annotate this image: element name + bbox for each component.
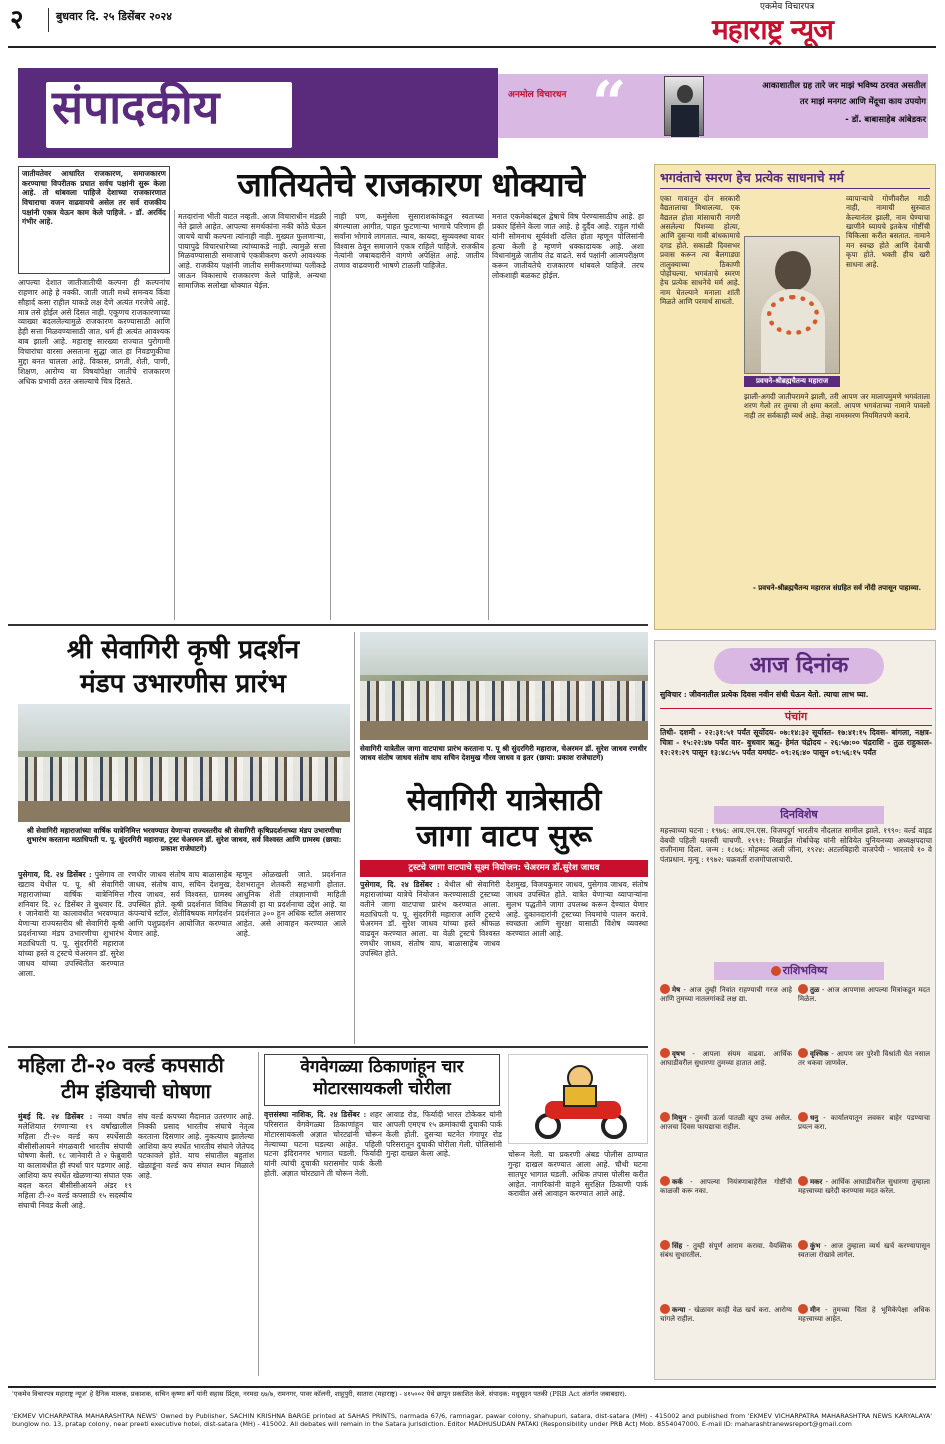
bikes-col-1-text: शहर परिसरात वेगवेगळ्या ठिकाणांहून चार मोटारसायकली अज्ञात चोरट्यांनी चोरून नेल्याच्या घटना घडल्या आहेत. पहिली घटना इंदिरानगर भागात घडली. फिर्यादी यांनी त्यांची दुचाकी घरासमोर पार्क केली होती. अज्ञात चोरट्याने ती चोरून नेली. [264, 1110, 382, 1179]
rashi-entry: मकर - आर्थिक आघाडीवरील सुधारणा तुम्हाला महत्त्वाच्या खरेदी करण्यास मदत करेल. [798, 1178, 930, 1195]
sevagiri1-dateline: पुसेगाव, दि. २४ डिसेंबर : [18, 870, 92, 879]
zodiac-sign-icon [798, 1176, 808, 1186]
sevagiri1-col-2: रणधीर जाधव संतोष वाघ बाळासाहेब जाधव, संतोष वाघ, सचिन देशमुख, गौरव जाधव, सर्व विश्वस्त, ग्रामस्थ उपस्थित होते. कृषी प्रदर्शनात विविध कंपन्यांचे स्टॉल, शेतीविषयक मार्गदर्शन आणि पशुप्रदर्शन आयोजित करण्यात येणार आहे. [128, 870, 232, 939]
panchang-text: तिथी- दशमी - २२:३१:५१ पर्यंत सूर्योदय- ०७:१४:३२ सूर्यास्त- १७:४१:१५ दिवस- बांगला, नक्षत्र- चित्रा - १५:२२:४७ पर्यंत वार- बुधवार ऋतु- हेमंत चंद्रोदय - २६:५७:०० चंद्रराशि - तुळ राहुकाल- १२:२१:२९ पासून १३:४८:५५ पर्यंत यमघंट- ०९:२६:४० पासून ०९:५६:१५ पर्यंत [660, 728, 932, 757]
sevagiri1-col-3: म्हणून ओळखली जाते. प्रदर्शनात देशभरातून शेतकरी सहभागी होतात. आधुनिक शेती तंत्रज्ञानाची माहिती मिळावी हा या प्रदर्शनाचा उद्देश आहे. या प्रदर्शनात ३०० हून अधिक स्टॉल असणार आहेत. असे आवाहन करण्यात आले आहे. [236, 870, 346, 939]
col-divider [488, 210, 489, 620]
rashi-name: मकर [810, 1178, 823, 1186]
rashi-entry: वृषभ - आपला संयम वाढवा. आर्थिक आघाडीवरील सुधारणा तुमच्या हातात आहे. [660, 1050, 792, 1067]
sevagiri1-headline-1: श्री सेवागिरी कृषी प्रदर्शन [66, 635, 300, 665]
dinvishesh-text: महत्त्वाच्या घटना : १९७६: आय.एन.एस. विजयदुर्ग भारतीय नौदलात सामील झाले. १९९०: वर्ल्ड वाइड वेबची पहिली यशस्वी चाचणी. १९९१: मिखाईल गोर्बाचेव्ह यांनी सोवियेत युनियनच्या अध्यक्षपदाचा राजीनामा दिला. जन्म : १८७६: मोहम्मद अली जीना, १९२४: अटलबिहारी वाजपेयी - भारताचे १० वे पंतप्रधान. मृत्यू : १९७२: चक्रवर्ती राजगोपालाचारी. [660, 826, 932, 864]
sevagiri2-photo [360, 632, 648, 740]
rashi-text: तुम्ही संपूर्ण आराम करावा. वैयक्तिक संबंध सुधारतील. [660, 1242, 792, 1259]
section-title: संपादकीय [52, 80, 220, 134]
rashi-text: आपण जर पुरेशी विश्रांती घेत नसाल तर थकवा जाणवेल. [798, 1050, 930, 1067]
cricket-dateline: मुंबई दि. २४ डिसेंबर : [18, 1112, 93, 1121]
section-rule [8, 624, 648, 626]
rashi-entry: कर्क - आपल्या नियंत्रणाबाहेरील गोष्टींची काळजी करू नका. [660, 1178, 792, 1195]
rashi-text: आज तुम्हाला व्यर्थ खर्च करण्यापासून स्वतःला रोखावे लागेल. [798, 1242, 930, 1259]
footer-rule [8, 1386, 936, 1388]
zodiac-sign-icon [798, 1048, 808, 1058]
rashi-title [714, 962, 884, 980]
maharaj-photo [744, 236, 840, 374]
sevagiri2-col-2: देशमुख, विजयकुमार जाधव, पुसेगाव जाधव, संतोष जाधव उपस्थित होते. यात्रेत येणाऱ्या व्यापाऱ्यांना सुलभ पद्धतीने जागा उपलब्ध करून देण्यात येणार आहे. दुकानदारांनी ट्रस्टच्या नियमांचे पालन करावे. स्वच्छता आणि सुरक्षा यासाठी विशेष व्यवस्था करण्यात आली आहे. [506, 880, 648, 939]
quote-line-2: तर माझं मनगट आणि मेंदूचा काय उपयोग [799, 96, 926, 106]
bhagwant-rule [660, 188, 930, 189]
zodiac-sign-icon [798, 1112, 808, 1122]
rashi-text: आपल्या नियंत्रणाबाहेरील गोष्टींची काळजी करू नका. [660, 1178, 792, 1195]
editorial-col-1: आपल्या देशात जातीजातीची कल्पना ही कल्पनांच राहणार आहे हे नक्की. जाती जाती मध्ये समन्वय किंवा सौहार्द कसा राहील याकडे लक्ष देणे अत्यंत गरजेचे आहे. मात्र तसे होईल असे दिसत नाही. एकूणच राजकारणाच्या व्याख्या बदललेल्यामुळे राजकारण करण्यासाठी आणि हेही सत्ता मिळवण्यासाठी जात, धर्म ही अत्यंत आवश्यक बाब झाली आहे. महाराष्ट्र सारख्या राज्यात पुरोगामी विचारांचा वारसा असताना सुद्धा जात हा निवडणुकीचा मुद्दा बनत चालला आहे. विकास, प्रगती, शेती, पाणी, शिक्षण, आरोग्य या विषयांपेक्षा जातीचे राजकारण अधिक प्रभावी ठरत असल्याचे चित्र दिसते. [18, 278, 170, 386]
sevagiri2-subhead: ट्रस्टचे जागा वाटपाचे सूक्ष्म नियोजन: चेअरमन डॉ.सुरेश जाधव [360, 860, 648, 877]
col-divider [258, 1052, 259, 1376]
rashi-name: मिथुन [672, 1114, 687, 1122]
rashi-entry: कुंभ - आज तुम्हाला व्यर्थ खर्च करण्यापासून स्वतःला रोखावे लागेल. [798, 1242, 930, 1259]
rashi-text: आज तुम्ही निवांत राहण्याची गरज आहे आणि तुमच्या नातलगांकडे लक्ष द्या. [660, 986, 792, 1003]
rashi-name: मीन [810, 1306, 820, 1314]
sevagiri2-headline-1: सेवागिरी यात्रेसाठी [406, 783, 602, 818]
bikes-col-3: चोरून नेली. या प्रकरणी अंबड पोलीस ठाण्यात गुन्हा दाखल करण्यात आला आहे. चौथी घटना सातपूर भागात घडली. अधिक तपास पोलीस करीत आहेत. नागरिकांनी वाहने सुरक्षित ठिकाणी पार्क करावीत असे आवाहन करण्यात आले आहे. [508, 1150, 648, 1199]
suvichar: सुविचार : जीवनातील प्रत्येक दिवस नवीन संधी घेऊन येतो. त्याचा लाभ घ्या. [660, 690, 869, 699]
ambedkar-portrait [664, 76, 704, 136]
sevagiri1-headline-2: मंडप उभारणीस प्रारंभ [80, 669, 286, 699]
zodiac-sign-icon [660, 1304, 670, 1314]
rashi-name: तुळ [810, 986, 820, 994]
editorial-headline: जातियतेचे राजकारण धोक्याचे [237, 165, 585, 204]
quote-mark-icon: “ [592, 69, 627, 139]
page-number: २ [10, 5, 24, 35]
cricket-col-2: संघ वर्ल्ड कपच्या मैदानात उतरणार आहे. निक्की प्रसाद भारतीय संघाचे नेतृत्व करताना दिसणार आहे. नुकत्याच झालेल्या आशिया कप स्पर्धेत भारतीय संघाने जेतेपद पटकावले होते. याच संघातील बहुतांश खेळाडूंना वर्ल्ड कप संघात स्थान मिळाले आहे. [138, 1112, 254, 1181]
rashi-entry: धनु - कार्यालयातून लवकर बाहेर पडण्याचा प्रयत्न करा. [798, 1114, 930, 1131]
cricket-headline-2: टीम इंडियाची घोषणा [61, 1079, 211, 1103]
rashi-entry: तुळ - आज आपणास आपल्या मित्रांकडून मदत मिळेल. [798, 986, 930, 1003]
sevagiri2-dateline: पुसेगाव, दि. २४ डिसेंबर : [360, 880, 440, 889]
editorial-col-2: मतदारांना भीती वाटत नव्हती. आज विचाराधीन मंडळी नेते झाले आहेत. आपल्या समर्थकांना नकी कोठे घेऊन जायचे याची कल्पना त्यांनाही नाही. मुख्यत फुलणाऱ्या, पायापुढे विचारधारेच्या त्यांच्याकडे नाही. त्यामुळे सत्ता मिळवण्यासाठी समाजाचे एकत्रीकरण करणे आवश्यक आहे. राजकीय पक्षांनी जातीय समीकरणांच्या पलीकडे जाऊन विकासाचे राजकारण केले पाहिजे. अन्यथा सामाजिक सलोखा धोक्यात येईल. [178, 212, 326, 291]
editorial-intro: जातीयतेवर आधारित राजकारण, समाजकारण करण्याचा विपरीतक प्रघात सर्वच पक्षांनी सुरू केला आहे. तो थांबवला पाहिजे देशाच्या राजकारणात विचाराचा वजन वाढवायचे असेल तर सर्व राजकीय पक्षांनी एकत्र येऊन काम केले पाहिजे. - डॉ. अरविंद गंभीर आहे. [22, 169, 166, 227]
sevagiri1-col-1-text: पुसेगाव ता खटाव येथील प. पू. श्री सेवागिरी महाराजांच्या वार्षिक यात्रेनिमित्त शनिवार दि. २८ डिसेंबर ते बुधवार दि. १ जानेवारी या कालावधीत भरवण्यात येणाऱ्या राज्यस्तरीय श्री सेवागिरी कृषी प्रदर्शनाच्या मंडप उभारणीचा शुभारंभ मठाधिपती प. पू. सुंदरगिरी महाराज यांच्या हस्ते व ट्रस्टचे चेअरमन डॉ. सुरेश जाधव यांच्या उपस्थितीत करण्यात आला. [18, 870, 124, 978]
sevagiri2-headline-2: जागा वाटप सुरू [416, 819, 592, 854]
rashi-name: सिंह [672, 1242, 683, 1250]
zodiac-sign-icon [660, 1112, 670, 1122]
masthead-logo: महाराष्ट्र न्यूज [712, 13, 833, 46]
rashi-text: आपला संयम वाढवा. आर्थिक आघाडीवरील सुधारणा तुमच्या हातात आहे. [660, 1050, 792, 1067]
bhagwant-col-2: व्यापाऱ्याचे गोणीवरील गाठी नाही, नामाची सुरुवात केल्यानंतर झाली, नाम घेण्याचा खाणीने घ्यायचे इतकेच गोष्टींची चिकित्सा करीत बसतात. नामाने मन स्वच्छ होते आणि देवाची कृपा होते. भक्ती हीच खरी साधना आहे. [846, 194, 930, 269]
zodiac-sign-icon [798, 1240, 808, 1250]
rashi-text: खेळावर काही वेळ खर्च करा. आरोग्य चांगले राहील. [660, 1306, 792, 1323]
rashi-text: आर्थिक आघाडीवरील सुधारणा तुम्हाला महत्त्वाच्या खरेदी करण्यास मदत करेल. [798, 1178, 930, 1195]
bhagwant-headline: भगवंताचे स्मरण हेच प्रत्येक साधनाचे मर्म [660, 170, 844, 185]
rashi-name: कर्क [672, 1178, 683, 1186]
col-divider [174, 210, 175, 620]
sevagiri2-photo-caption: सेवागिरी यात्रेतील जागा वाटपाचा प्रारंभ करताना प. पू श्री सुंदरगिरी महाराज, चेअरमन डॉ. सुरेश जाधव रणधीर जाधव संतोष जाधव संतोष वाघ सचिन देशमुख गौरव जाधव व इतर (छाया: प्रकाश राजेघाटगे) [360, 744, 647, 762]
zodiac-sign-icon [798, 1304, 808, 1314]
sevagiri1-photo [18, 704, 350, 822]
rashi-name: धनु [810, 1114, 819, 1122]
header-rule [8, 46, 936, 48]
rashi-name: कुंभ [810, 1242, 821, 1250]
rashi-name: वृश्चिक [810, 1050, 829, 1058]
tagline: एकमेव विचारपत्र [760, 2, 815, 12]
section-rule [8, 1046, 648, 1048]
rashi-name: वृषभ [672, 1050, 685, 1058]
cricket-col-1-text: नव्या वर्षात मलेशियात रंगणाऱ्या १९ वर्षांखालील महिला टी-२० वर्ल्ड कप स्पर्धेसाठी बीसीसीआयने मंगळवारी भारतीय संघाची घोषणा केली. १८ जानेवारी ते २ फेब्रुवारी या कालावधीत ही स्पर्धा पार पडणार आहे. आशिया कप स्पर्धेत खेळणाऱ्या संघात एक बदल करत बीसीसीआयने अंडर १९ महिला टी-२० वर्ल्ड कपसाठी १५ सदस्यीय संघाची निवड केली आहे. [18, 1112, 132, 1210]
bikes-dateline: वृत्तसंस्था नाशिक, दि. २४ डिसेंबर : [264, 1110, 367, 1119]
sevagiri2-col-1 [360, 880, 500, 1042]
rashi-entry: सिंह - तुम्ही संपूर्ण आराम करावा. वैयक्तिक संबंध सुधारतील. [660, 1242, 792, 1259]
rashi-entry: मीन - तुमच्या चिंता हे भूमिकेपेक्षा अधिक महत्त्वाच्या आहेत. [798, 1306, 930, 1323]
rashi-title-text: राशिभविष्य [782, 964, 828, 977]
rashi-entry: मेष - आज तुम्ही निवांत राहण्याची गरज आहे आणि तुमच्या नातलगांकडे लक्ष द्या. [660, 986, 792, 1003]
rashi-name: मेष [672, 986, 681, 994]
bhagwant-footer: - प्रवचने-श्रीब्रह्मचैतन्य महाराज संग्रहित सर्व नोंदी तपासून पाहाव्या. [752, 583, 922, 592]
sevagiri1-col-1 [18, 870, 124, 1042]
dinvishesh-title: दिनविशेष [714, 806, 884, 824]
bikes-headline-1: वेगवेगळ्या ठिकाणांहून चार [300, 1057, 464, 1077]
imprint-english: 'EKMEV VICHARPATRA MAHARASHTRA NEWS' Owned by Publisher, SACHIN KRISHNA BARGE printed at SAHAS PRINTS, narmada 67/6, ramnagar, pawar colony, shahupuri, satara, dist-satara (MH) - 415002 and published from 'EKMEV VICHARPATRA MAHARASHTRA NEWS KARYALAYA' bunglow no. 13, pratap colony, near preeti executive hotel, dist-satara (MH) - 415002. All debates will remain in the Satara jurisdiction. Editor MADHUSUDAN PATAKI (Responsibility under PRB Act) Mob. 8554047000. E-mail ID: maharashtranewsreport@gmail.com [12, 1412, 932, 1429]
quote-line-1: आकाशातील ग्रह तारे जर माझं भविष्य ठरवत असतील [762, 80, 926, 90]
quote-label: अनमोल विचारधन [508, 90, 567, 100]
header-divider [48, 8, 49, 32]
panchang-title: पंचांग [660, 708, 932, 726]
bhagwant-col-1: एका गावातून दोन सरकारी वैद्यतालाचा मिथालत्या. एक वैद्यतल होता मांसाचारी नागरी असलेल्या पिशव्या होत्या, आणि दुसऱ्या गावी बांधकामाचे दगड होते. सकाळी दिवसभर प्रवास करून त्या बैलगाड्या तालुक्याच्या ठिकाणी पोहोचल्या. भगवंताचे स्मरण हेच प्रत्येक साधनेचे मर्म आहे. नाम घेतल्याने मनाला शांती मिळते आणि परमार्थ साधतो. [660, 194, 740, 306]
zodiac-wheel-icon [771, 966, 781, 976]
rashi-entry: कन्या - खेळावर काही वेळ खर्च करा. आरोग्य चांगले राहील. [660, 1306, 792, 1323]
col-divider [330, 210, 331, 620]
imprint-marathi: 'एकमेव विचारपत्र महाराष्ट्र न्यूज' हे दैनिक मालक, प्रकाशक, सचिन कृष्णा बर्गे यांनी सहास प्रिंट्स, नरमदा ६७/७, रामनगर, पावर कॉलनी, शाहूपुरी, सातारा (महाराष्ट्र) - ४१५००२ येथे छापून प्रकाशित केले. संपादक: मधुसूदन पतकी (PRB Act अंतर्गत जबाबदार). [12, 1390, 627, 1398]
aaj-dinank-title: आज दिनांक [749, 653, 849, 678]
cricket-col-1 [18, 1112, 132, 1374]
zodiac-sign-icon [660, 1048, 670, 1058]
bikes-col-2: आवाड रोड, फिर्यादी भारत टोकेकर यांनी आपली एमएच १५ क्रमांकाची दुचाकी पार्क केली होती. दुसऱ्या घटनेत गंगापूर रोड परिसरातून दुचाकी चोरीला गेली. पोलिसांनी गुन्हा दाखल केला आहे. [386, 1110, 502, 1159]
bikes-headline-2: मोटारसायकली चोरीला [313, 1079, 451, 1099]
bhagwant-col-3: झाली-अगदी जातीपरामने झाली, तरी आपण जर मालापमुमणे भगवंताला शरण गेलो तर तुमचा तो क्षमा करतो. आपण भगवंताच्या नामाने पावलो नाही तर सर्वकाही व्यर्थ आहे. तेव्हा नामस्मरण नियमितपणे करावे. [744, 392, 930, 420]
sevagiri2-col-1-text: येथील श्री सेवागिरी महाराजांच्या यात्रेचे नियोजन करण्यासाठी ट्रस्टच्या वतीने जागा वाटपाचा प्रारंभ करण्यात आला. मठाधिपती प. पू. सुंदरगिरी महाराज आणि ट्रस्टचे चेअरमन डॉ. सुरेश जाधव यांच्या हस्ते श्रीफळ वाढवून करण्यात आला. या वेळी ट्रस्टचे विश्वस्त रणधीर जाधव, संतोष वाघ, बाळासाहेब जाधव उपस्थित होते. [360, 880, 500, 959]
zodiac-sign-icon [660, 1176, 670, 1186]
thief-illustration [508, 1054, 648, 1144]
rashi-text: कार्यालयातून लवकर बाहेर पडण्याचा प्रयत्न करा. [798, 1114, 930, 1131]
col-divider [354, 632, 355, 1044]
editorial-col-4: मनात एकमेकांबद्दल द्वेषाचे विष पेरण्यासाठीच आहे. हा प्रकार हिंसेने केला जात आहे. हे दुर्दैव आहे. राहुल गांधी यांनी सोमनाथ सूर्यवंशी दलित होता म्हणून पोलिसांनी हत्या केली हे म्हणणे धक्कादायक आहे. अशा विधानांमुळे जातीय तेढ वाढते. सर्व पक्षांनी आत्मपरीक्षण करून जातीयतेचे राजकारण थांबवले पाहिजे. तरच लोकशाही बळकट होईल. [492, 212, 644, 281]
dateline: बुधवार दि. २५ डिसेंबर २०२४ [56, 10, 172, 23]
sevagiri1-photo-caption: श्री सेवागिरी महाराजांच्या वार्षिक यात्रेनिमित्त भरवण्यात येणाऱ्या राज्यस्तरीय श्री सेवागिरी कृषिप्रदर्शनाच्या मंडप उभारणीचा शुभारंभ करताना मठाधिपती प. पू. सुंदरगिरी महाराज, ट्रस्ट चेअरमन डॉ. सुरेश जाधव, सर्व विश्वस्त आणि ग्रामस्थ (छाया: प्रकाश राजेघाटगे) [26, 826, 342, 853]
rashi-text: आज आपणास आपल्या मित्रांकडून मदत मिळेल. [798, 986, 930, 1003]
rashi-name: कन्या [672, 1306, 686, 1314]
rashi-text: तुमच्या चिंता हे भूमिकेपेक्षा अधिक महत्त्वाच्या आहेत. [798, 1306, 930, 1323]
cricket-headline-1: महिला टी-२० वर्ल्ड कपसाठी [18, 1053, 224, 1077]
zodiac-sign-icon [798, 984, 808, 994]
zodiac-sign-icon [660, 984, 670, 994]
rashi-entry: मिथुन - तुमची ऊर्जा पातळी खूप उच्च असेल. आजचा दिवस फायद्याचा राहील. [660, 1114, 792, 1131]
maharaj-photo-caption: प्रवचने-श्रीब्रह्मचैतन्य महाराज [744, 376, 840, 387]
quote-author: - डॉ. बाबासाहेब आंबेडकर [845, 114, 926, 124]
editorial-col-3: नाही पण, कमुंसेला सुसाराशकांकडून स्वतःच्या बंगल्याला आगीत, पाहत फुटणाऱ्या भागाचे परिणाम ही सर्वांना भोगावे लागतात. न्याय, कायदा, सुव्यवस्था यावर विश्वास ठेवून समाजाने एकत्र राहिले पाहिजे. राजकीय नेत्यांनी जबाबदारीने वागणे अपेक्षित आहे. जातीय तणाव वाढवणारी भाषणे टाळली पाहिजेत. [334, 212, 484, 271]
bikes-col-1 [264, 1110, 382, 1374]
rashi-text: तुमची ऊर्जा पातळी खूप उच्च असेल. आजचा दिवस फायद्याचा राहील. [660, 1114, 792, 1131]
rashi-entry: वृश्चिक - आपण जर पुरेशी विश्रांती घेत नसाल तर थकवा जाणवेल. [798, 1050, 930, 1067]
zodiac-sign-icon [660, 1240, 670, 1250]
